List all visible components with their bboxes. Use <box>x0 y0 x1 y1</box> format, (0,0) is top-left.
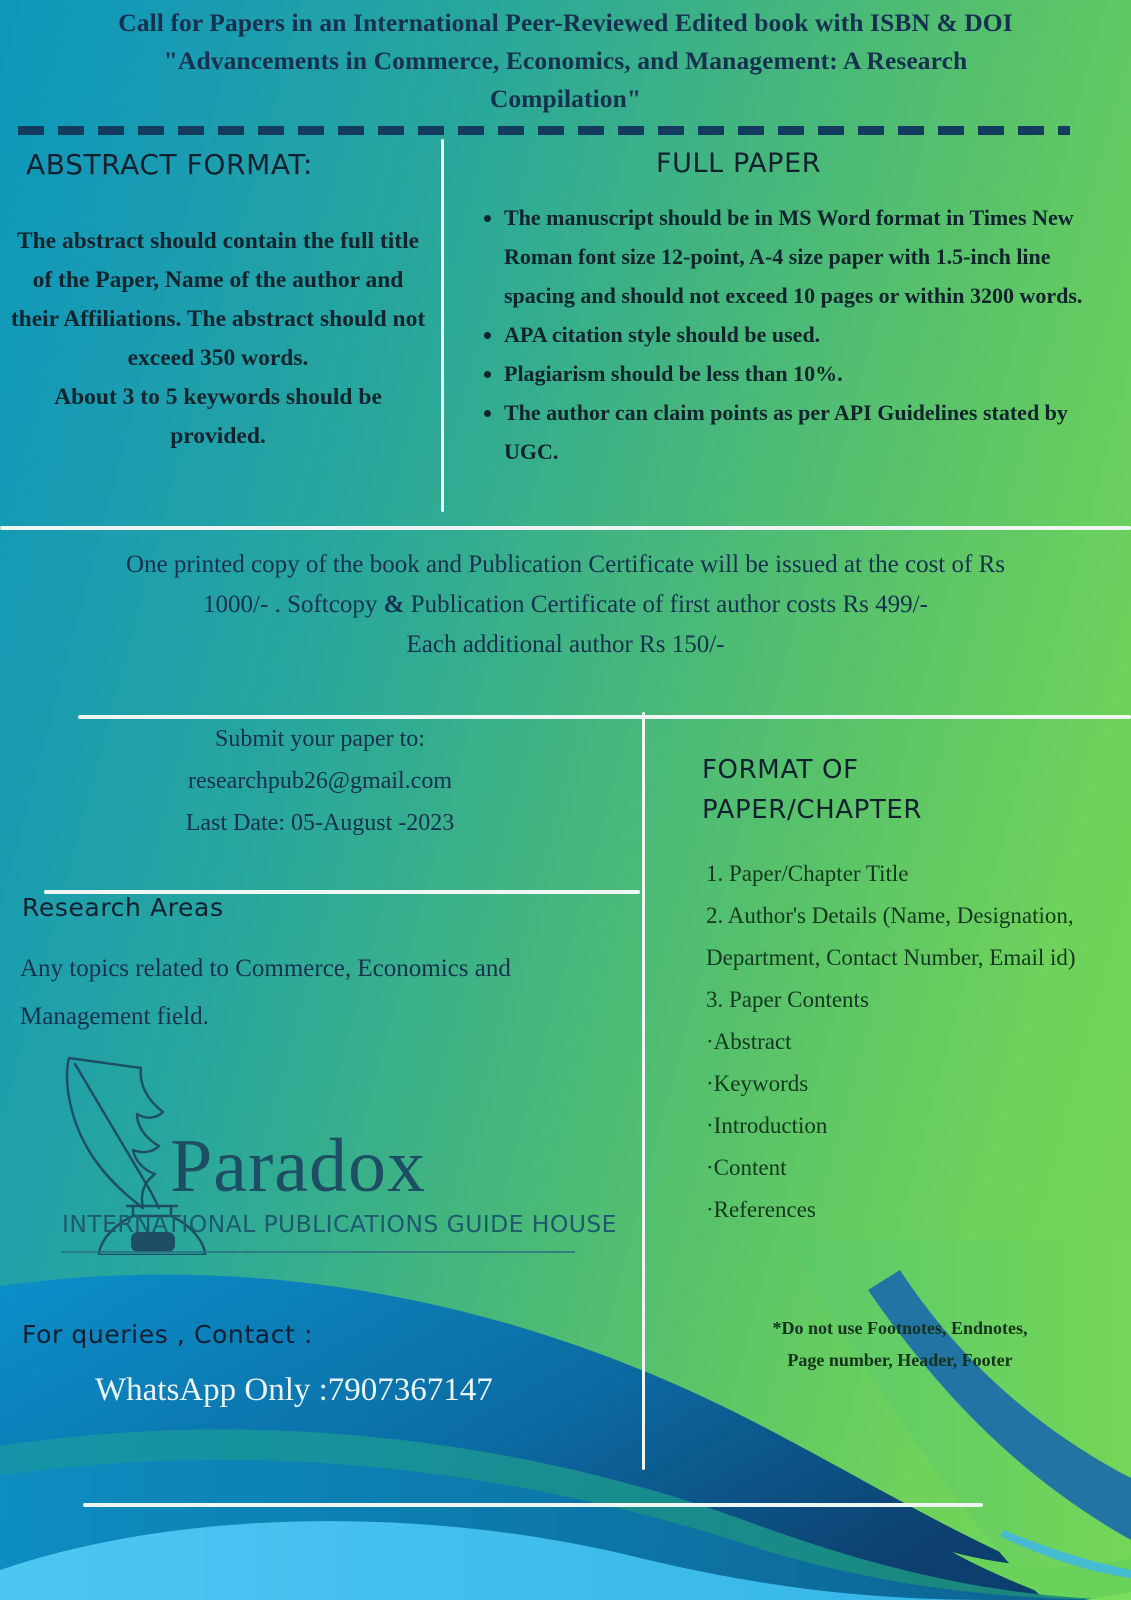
whatsapp-contact-number[interactable]: WhatsApp Only :7907367147 <box>95 1372 493 1408</box>
headline-line-2: "Advancements in Commerce, Economics, and Management: A Research <box>163 46 968 75</box>
submit-paper-block <box>60 718 580 844</box>
submit-last-date: Last Date: 05-August -2023 <box>185 810 455 836</box>
format-footnote-line-2: Page number, Header, Footer <box>787 1350 1013 1370</box>
format-title-line-1: FORMAT OF <box>702 755 859 785</box>
cost-line-3: Each additional author Rs 150/- <box>406 631 725 658</box>
headline-line-1: Call for Papers in an International Peer-Reviewed Edited book with ISBN & DOI <box>118 8 1013 37</box>
decorative-wave-background <box>0 1240 1131 1600</box>
format-of-paper-list <box>706 853 1106 1231</box>
list-item: • APA citation style should be used. <box>504 315 1124 354</box>
cost-line-2-ampersand: & <box>383 591 405 618</box>
submit-label: Submit your paper to: <box>215 726 425 752</box>
format-footnote-line-1: *Do not use Footnotes, Endnotes, <box>772 1318 1028 1338</box>
abstract-paragraph-2: About 3 to 5 keywords should be provided. <box>54 384 382 449</box>
logo-tagline: INTERNATIONAL PUBLICATIONS GUIDE HOUSE <box>62 1210 617 1238</box>
format-title-line-2: PAPER/CHAPTER <box>702 795 923 825</box>
logo-wordmark: Paradox <box>170 1124 427 1208</box>
cost-line-1: One printed copy of the book and Publication Certificate will be issued at the cost of Rs <box>126 551 1005 578</box>
research-areas-title: Research Areas <box>22 893 224 922</box>
list-item: ·Introduction <box>706 1113 828 1138</box>
full-paper-bullet-list <box>470 198 1124 471</box>
contact-title: For queries , Contact : <box>22 1320 314 1349</box>
abstract-format-title: ABSTRACT FORMAT: <box>26 148 314 181</box>
poster-headline <box>10 4 1121 118</box>
list-item: 3. Paper Contents <box>706 987 869 1012</box>
list-item: ·References <box>706 1197 816 1222</box>
headline-line-3: Compilation" <box>489 84 642 113</box>
format-of-paper-title <box>702 750 922 830</box>
full-paper-title: FULL PAPER <box>656 148 822 179</box>
submit-email[interactable]: researchpub26@gmail.com <box>187 768 452 794</box>
cost-line-2-part-b: Publication Certificate of first author costs Rs 499/- <box>404 591 928 618</box>
list-item: • Plagiarism should be less than 10%. <box>504 354 1124 393</box>
publication-cost-text <box>15 545 1116 665</box>
list-item: 1. Paper/Chapter Title <box>706 861 909 886</box>
list-item: • The author can claim points as per API Guidelines stated by UGC. <box>504 393 1124 471</box>
list-item: ·Abstract <box>706 1029 792 1054</box>
abstract-format-body <box>8 222 428 456</box>
bottom-rule <box>83 1503 983 1507</box>
cost-line-2 <box>15 585 1116 625</box>
list-item: 2. Author's Details (Name, Designation, Department, Contact Number, Email id) <box>706 903 1076 970</box>
column-divider-top <box>441 139 444 512</box>
dashed-divider <box>18 126 1070 135</box>
list-item: • The manuscript should be in MS Word format in Times New Roman font size 12-point, A-4 size paper with 1.5-inch line spacing and should not exceed 10 pages or within 3200 words. <box>504 198 1124 315</box>
research-areas-body: Any topics related to Commerce, Economics and Management field. <box>20 955 511 1030</box>
cost-line-2-part-a: 1000/- . Softcopy <box>203 591 384 618</box>
abstract-paragraph-1: The abstract should contain the full title of the Paper, Name of the author and their Affiliations. The abstract should not exceed 350 words. <box>10 228 426 371</box>
list-item: ·Content <box>706 1155 787 1180</box>
format-footnote <box>700 1312 1100 1376</box>
list-item: ·Keywords <box>706 1071 809 1096</box>
column-divider-lower <box>642 712 645 1470</box>
section-divider-under-columns <box>0 526 1131 530</box>
